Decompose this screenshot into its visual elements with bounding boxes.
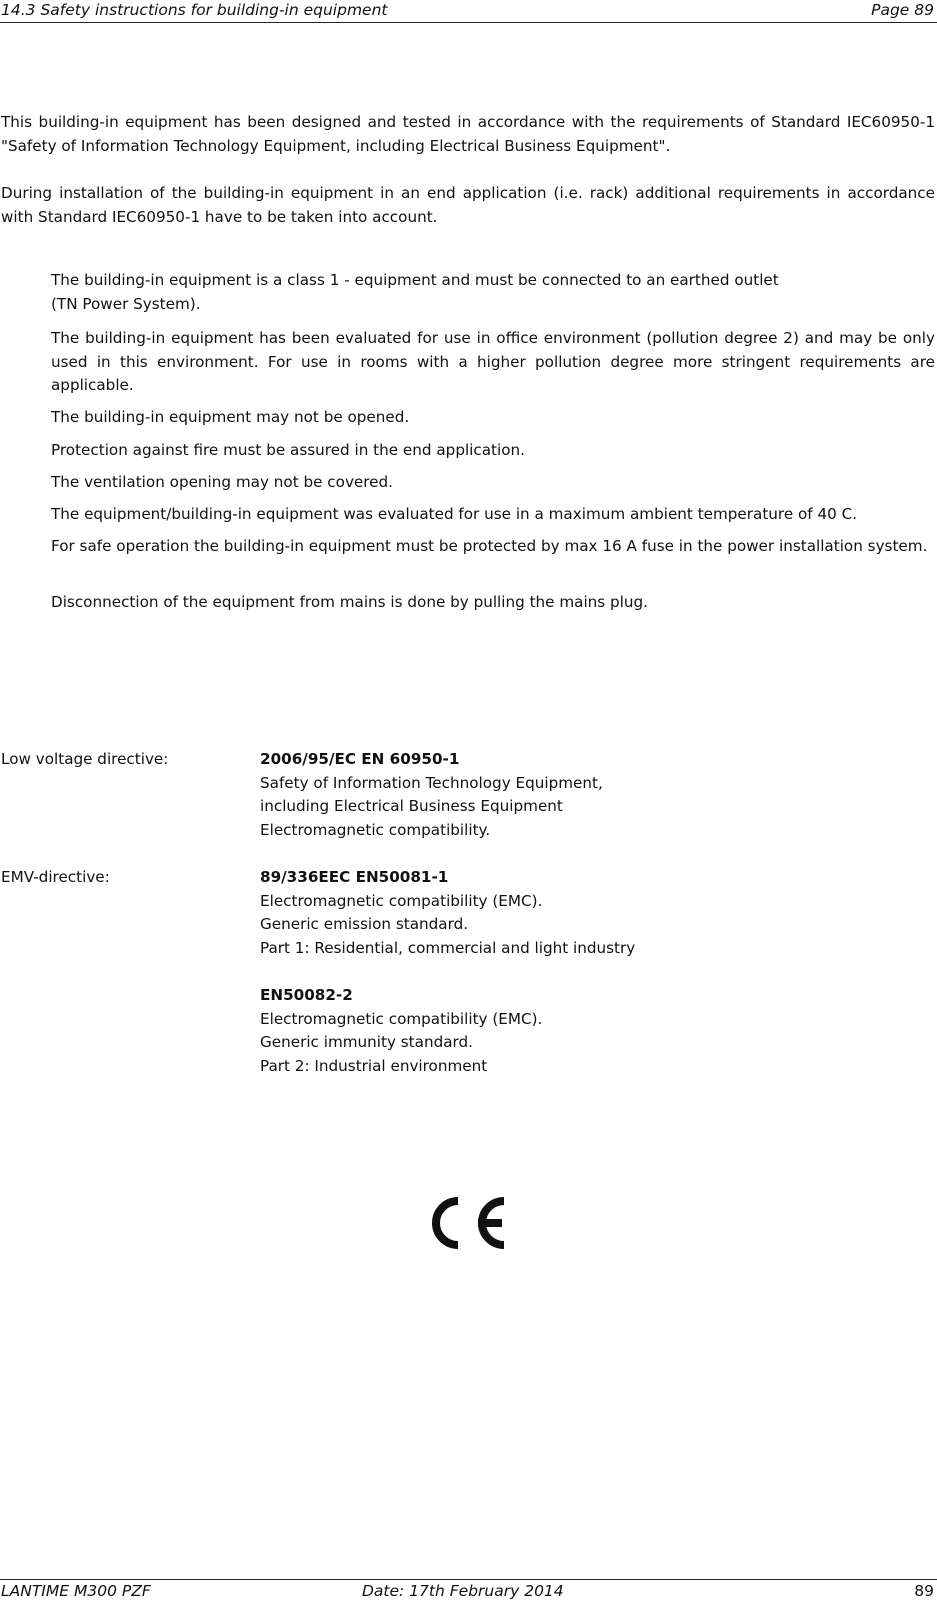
- directive-line: Electromagnetic compatibility.: [260, 820, 491, 839]
- document-date: Date: 17th February 2014: [362, 1582, 564, 1600]
- intro-paragraph-1: This building-in equipment has been designed and tested in accordance with the requirements of Standard IEC60950-1 "Safety of Information Technology Equipment, including Electrical Business Equipment".: [1, 113, 935, 155]
- instruction-item: The ventilation opening may not be covered.: [51, 473, 393, 491]
- emv-directive-label: EMV-directive:: [1, 868, 110, 886]
- directive-line: Generic emission standard.: [260, 915, 469, 933]
- instruction-item: For safe operation the building-in equipment must be protected by max 16 A fuse in the power installation system.: [51, 537, 928, 555]
- directive-line: including Electrical Business Equipment: [260, 797, 563, 815]
- directive-line: Part 2: Industrial environment: [260, 1056, 488, 1075]
- page-header: [0, 0, 937, 22]
- directive-code: 2006/95/EC EN 60950-1: [260, 750, 460, 768]
- ce-mark-icon: [428, 1193, 510, 1253]
- product-name: LANTIME M300 PZF: [1, 1582, 151, 1600]
- instruction-item: The building-in equipment has been evaluated for use in office environment (pollution degree 2) and may be only used in this environment. For use in rooms with a higher pollution degree more stringent requirements are applicable.: [51, 329, 935, 394]
- emv-directive-block: [260, 866, 635, 960]
- instruction-item: Protection against fire must be assured in the end application.: [51, 441, 525, 459]
- directive-line: Electromagnetic compatibility (EMC).: [260, 1009, 543, 1028]
- intro-paragraph-2: During installation of the building-in equipment in an end application (i.e. rack) additional requirements in accordance with Standard IEC60950-1 have to be taken into account.: [1, 184, 935, 226]
- instruction-item: The building-in equipment may not be opened.: [51, 408, 410, 426]
- directive-line: Part 1: Residential, commercial and light industry: [260, 938, 636, 957]
- page-footer: [0, 1581, 937, 1601]
- low-voltage-directive-block: [260, 748, 603, 842]
- directive-line: Safety of Information Technology Equipment,: [260, 773, 603, 792]
- page-label: Page 89: [871, 1, 934, 19]
- emv-directive-block-2: [260, 984, 542, 1078]
- page-number: 89: [914, 1582, 934, 1600]
- low-voltage-directive-label: Low voltage directive:: [1, 750, 169, 768]
- directive-code: EN50082-2: [260, 986, 353, 1004]
- section-title: 14.3 Safety instructions for building-in equipment: [1, 1, 388, 19]
- instruction-item: Disconnection of the equipment from mains is done by pulling the mains plug.: [51, 593, 648, 611]
- header-rule: [0, 22, 937, 23]
- directive-line: Electromagnetic compatibility (EMC).: [260, 891, 543, 910]
- instruction-item: The building-in equipment is a class 1 - equipment and must be connected to an earthed outlet (TN Power System).: [51, 271, 779, 313]
- directive-code: 89/336EEC EN50081-1: [260, 868, 449, 886]
- footer-rule: [0, 1579, 937, 1580]
- directive-line: Generic immunity standard.: [260, 1033, 473, 1051]
- instruction-item: The equipment/building-in equipment was evaluated for use in a maximum ambient temperature of 40 C.: [51, 505, 858, 523]
